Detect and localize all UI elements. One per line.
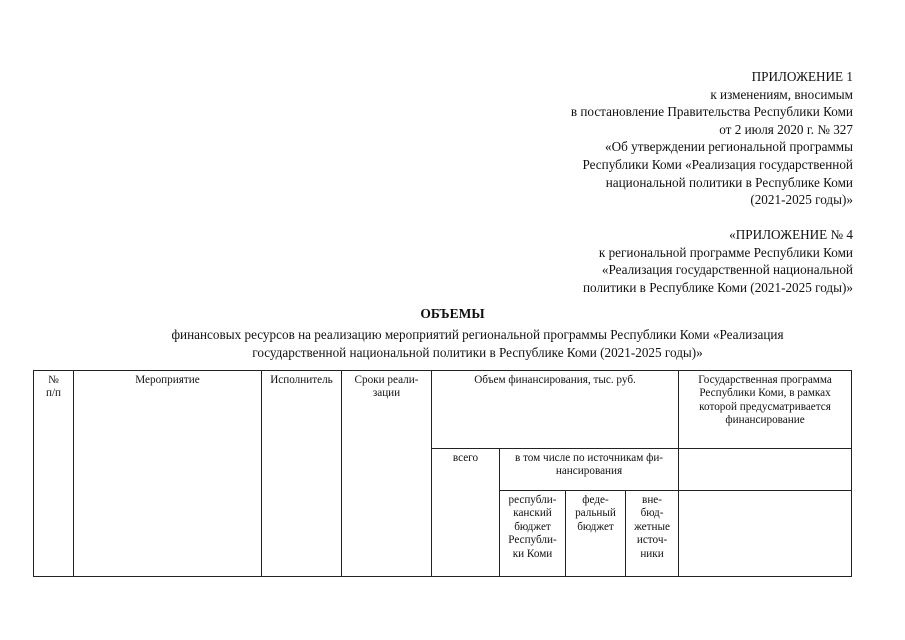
appendix1-line: к изменениям, вносимым: [710, 86, 853, 102]
header-extrabudget: [626, 491, 679, 577]
header-number: [34, 371, 74, 577]
document-title: ОБЪЕМЫ: [420, 306, 485, 321]
header-volume: [432, 371, 679, 449]
header-total: [432, 449, 500, 577]
header-executor-text: Исполнитель: [270, 374, 333, 386]
appendix1-line: национальной политики в Республике Коми: [605, 174, 853, 190]
header-by-source: [500, 449, 679, 491]
header-period: [342, 371, 432, 577]
header-state-program: [679, 371, 852, 449]
header-activity-text: Мероприятие: [135, 374, 200, 386]
appendix1-line: «Об утверждении региональной программы: [604, 139, 853, 155]
appendix4-header: [583, 226, 853, 296]
appendix4-line: политики в Республике Коми (2021-2025 годы)»: [582, 279, 853, 295]
header-volume-text: Объем финансирования, тыс. руб.: [474, 374, 636, 386]
header-empty-cell: [679, 491, 852, 577]
header-by-source-text: в том числе по источникам фи- нансирования: [514, 452, 664, 478]
appendix1-line: в постановление Правительства Республики Коми: [570, 104, 853, 120]
appendix1-line: Республики Коми «Реализация государственной: [582, 156, 853, 172]
header-extrabudget-text: вне- бюд- жетные источ- ники: [634, 494, 670, 560]
header-empty-cell: [679, 449, 852, 491]
appendix4-line: «ПРИЛОЖЕНИЕ № 4: [729, 227, 853, 242]
header-federal-text: феде- ральный бюджет: [575, 494, 616, 533]
header-republican: [500, 491, 566, 577]
header-activity: [74, 371, 262, 577]
subtitle-line: государственной национальной политики в Республике Коми (2021-2025 годы)»: [252, 344, 703, 360]
header-republican-text: республи- канский бюджет Республи- ки Коми: [508, 494, 557, 560]
appendix4-line: к региональной программе Республики Коми: [598, 244, 853, 260]
subtitle-line: финансовых ресурсов на реализацию мероприятий региональной программы Республики Коми «Реализация: [171, 327, 784, 342]
header-state-program-text: Государственная программа Республики Коми, в рамках которой предусматривается финансирование: [698, 374, 832, 427]
appendix1-header: [571, 68, 853, 209]
header-period-text: Сроки реали- зации: [354, 374, 419, 400]
header-federal: [566, 491, 626, 577]
header-total-text: всего: [452, 452, 479, 464]
appendix1-line: (2021-2025 годы)»: [750, 192, 853, 208]
funding-table: [33, 370, 852, 577]
header-executor: [262, 371, 342, 577]
appendix1-line: от 2 июля 2020 г. № 327: [719, 121, 853, 137]
appendix4-line: «Реализация государственной национальной: [601, 262, 853, 278]
header-number-text: № п/п: [45, 374, 62, 400]
appendix1-line: ПРИЛОЖЕНИЕ 1: [751, 69, 853, 84]
document-subtitle: [90, 326, 865, 361]
